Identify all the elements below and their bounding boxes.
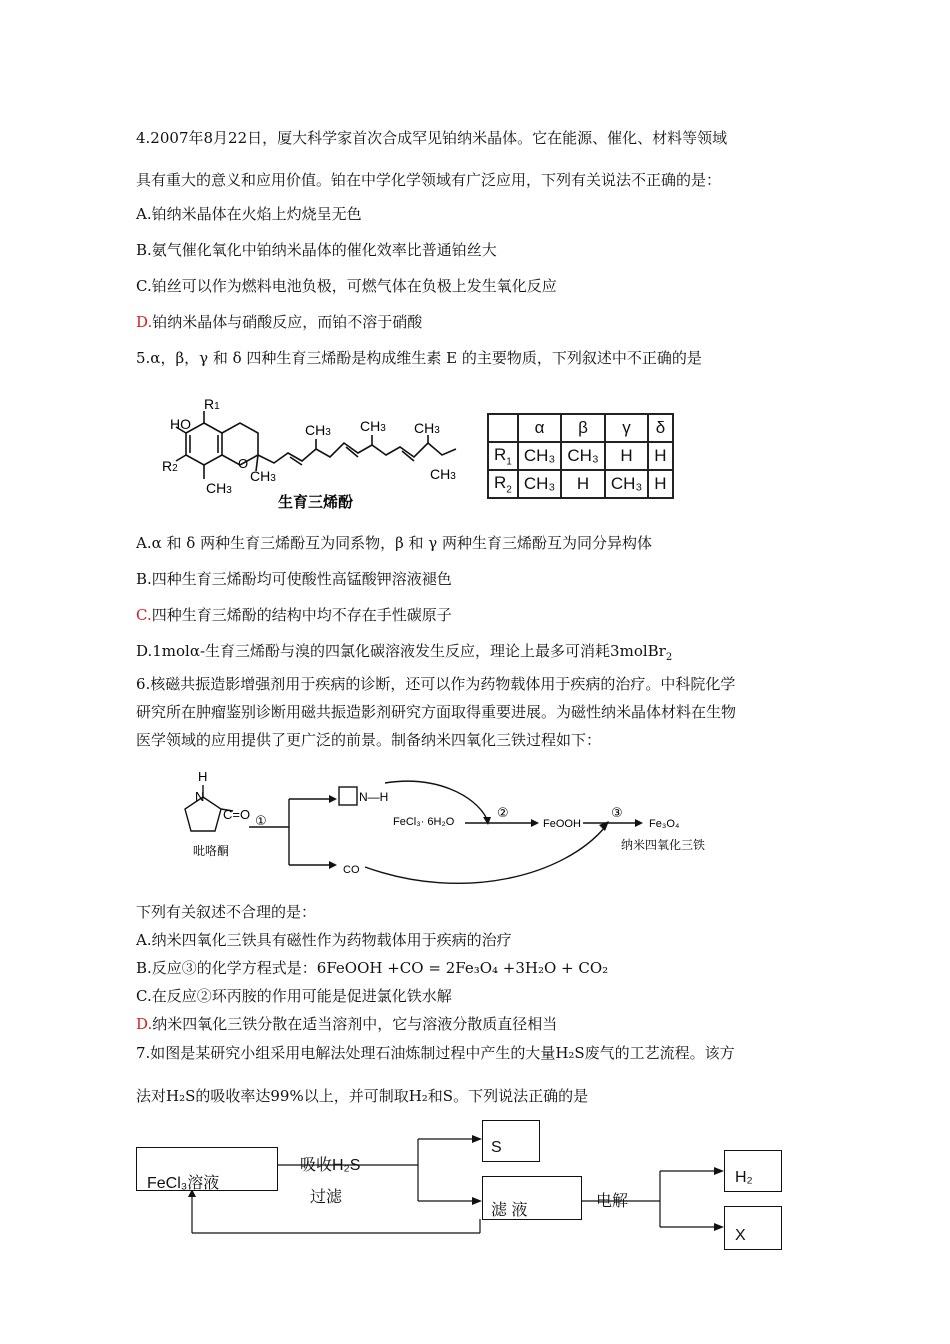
q4-option-d: [136, 312, 422, 332]
scheme-n-label: N: [195, 789, 205, 804]
scheme-pyrrolidone-name: 吡咯酮: [193, 844, 230, 858]
table-cell: CH₃: [605, 470, 648, 498]
struct-ch3-ring: CH3: [206, 480, 232, 496]
q6-answer-marker: D.: [136, 1015, 153, 1033]
q5-option-d: D.1molα-生育三烯酚与溴的四氯化碳溶液发生反应，理论上最多可消耗3molBr$_2$: [136, 642, 673, 663]
q5-stem: 5.α，β，γ 和 δ 四种生育三烯酚是构成维生素 E 的主要物质，下列叙述中不正确的是: [136, 349, 702, 367]
table-header-cell: [488, 414, 518, 442]
scheme-feooh-label: FeOOH: [543, 818, 581, 830]
scheme-fecl3-label: FeCl₃· 6H₂O: [393, 816, 455, 828]
table-row-label: $R_2$: [488, 470, 518, 498]
q4-option-a: A.铂纳米晶体在火焰上灼烧呈无色: [136, 205, 362, 223]
filtrate-box: [482, 1176, 582, 1220]
table-cell: CH₃: [561, 442, 604, 470]
q6-stem-line2: 研究所在肿瘤鉴别诊断用磁共振造影剂研究方面取得重要进展。为磁性纳米晶体材料在生物: [136, 703, 737, 721]
scheme-product-name: 纳米四氧化三铁: [621, 838, 706, 852]
struct-r1-label: R1: [204, 396, 220, 412]
table-row: [488, 442, 673, 470]
filtrate-label: 滤 液: [491, 1202, 528, 1219]
sulfur-box: [482, 1120, 540, 1162]
scheme-step1: ①: [255, 813, 267, 828]
q6-option-d: [136, 1014, 557, 1034]
q5-option-c-text: 四种生育三烯酚的结构中均不存在手性碳原子: [151, 606, 452, 624]
table-header-cell: β: [561, 414, 604, 442]
struct-ch3-chain2: CH3: [360, 418, 386, 434]
struct-caption: 生育三烯酚: [278, 494, 354, 511]
struct-ch3-chain4: CH3: [430, 466, 456, 482]
product-x-label: X: [735, 1227, 746, 1244]
substituent-table: [487, 413, 674, 499]
table-cell: H: [648, 470, 672, 498]
q5-option-b: B.四种生育三烯酚均可使酸性高锰酸钾溶液褪色: [136, 570, 452, 588]
q6-option-b: B.反应③的化学方程式是：6FeOOH +CO = 2Fe₃O₄ +3H₂O + CO₂: [136, 959, 609, 977]
absorb-h2s-label: 吸收H₂S: [300, 1157, 361, 1174]
scheme-co-label: C=O: [223, 807, 251, 822]
q4-option-c: C.铂丝可以作为燃料电池负极，可燃气体在负极上发生氧化反应: [136, 277, 557, 295]
q4-stem-line2: 具有重大的意义和应用价值。铂在中学化学领域有广泛应用，下列有关说法不正确的是：: [136, 171, 722, 189]
hydrogen-label: H₂: [735, 1169, 753, 1186]
fecl3-solution-box: [136, 1147, 278, 1191]
scheme-azetidine-label: N—H: [359, 790, 389, 804]
q6-stem-line3: 医学领域的应用提供了更广泛的前景。制备纳米四氧化三铁过程如下：: [136, 731, 602, 749]
q7-stem-line2: 法对H₂S的吸收率达99%以上，并可制取H₂和S。下列说法正确的是: [136, 1087, 589, 1105]
sulfur-label: S: [491, 1139, 502, 1156]
fecl3-solution-label: FeCl₃溶液: [147, 1175, 220, 1192]
q5-answer-marker: C.: [136, 606, 152, 624]
table-header-cell: α: [518, 414, 561, 442]
q6-intro: 下列有关叙述不合理的是：: [136, 903, 317, 921]
q4-stem-line1: 4.2007年8月22日，厦大科学家首次合成罕见铂纳米晶体。它在能源、催化、材料等领域: [136, 129, 728, 147]
q4-option-d-text: 铂纳米晶体与硝酸反应，而铂不溶于硝酸: [152, 313, 423, 331]
scheme-fe3o4-label: Fe₃O₄: [649, 818, 680, 830]
struct-ch3-chain3: CH3: [414, 420, 440, 436]
struct-ho-label: HO: [170, 416, 191, 432]
scheme-step3: ③: [611, 805, 623, 820]
table-header-row: [488, 414, 673, 442]
q7-stem-line1: 7.如图是某研究小组采用电解法处理石油炼制过程中产生的大量H₂S废气的工艺流程。该方: [136, 1044, 735, 1062]
product-x-box: [724, 1206, 782, 1250]
table-cell: H: [561, 470, 604, 498]
scheme-h-label: H: [198, 769, 208, 784]
struct-r2-label: R2: [162, 458, 178, 474]
q5-option-a: A.α 和 δ 两种生育三烯酚互为同系物，β 和 γ 两种生育三烯酚互为同分异构体: [136, 534, 653, 552]
q4-option-b: B.氨气催化氧化中铂纳米晶体的催化效率比普通铂丝大: [136, 241, 497, 259]
hydrogen-box: [724, 1150, 782, 1192]
table-header-cell: γ: [605, 414, 648, 442]
struct-o-label: O: [238, 456, 249, 471]
q6-option-c: C.在反应②环丙胺的作用可能是促进氯化铁水解: [136, 987, 452, 1005]
q4-answer-marker: D.: [136, 313, 153, 331]
filter-label: 过滤: [310, 1189, 343, 1206]
q6-stem-line1: 6.核磁共振造影增强剂用于疾病的诊断，还可以作为药物载体用于疾病的治疗。中科院化学: [136, 675, 736, 693]
q5-option-c: [136, 605, 452, 625]
tocotrienol-structure: [160, 395, 470, 515]
q6-option-d-text: 纳米四氧化三铁分散在适当溶剂中，它与溶液分散质直径相当: [152, 1015, 558, 1033]
table-cell: H: [648, 442, 672, 470]
fe3o4-synthesis-scheme: [165, 765, 725, 895]
table-header-cell: δ: [648, 414, 672, 442]
scheme-co-gas-label: CO: [343, 864, 360, 876]
table-cell: CH₃: [518, 470, 561, 498]
table-cell: H: [605, 442, 648, 470]
scheme-step2: ②: [497, 805, 509, 820]
table-row: [488, 470, 673, 498]
q6-option-a: A.纳米四氧化三铁具有磁性作为药物载体用于疾病的治疗: [136, 931, 512, 949]
electrolysis-label: 电解: [596, 1193, 629, 1210]
struct-ch3-quaternary: CH3: [250, 468, 276, 484]
struct-ch3-chain1: CH3: [305, 422, 331, 438]
table-cell: CH₃: [518, 442, 561, 470]
table-row-label: $R_1$: [488, 442, 518, 470]
